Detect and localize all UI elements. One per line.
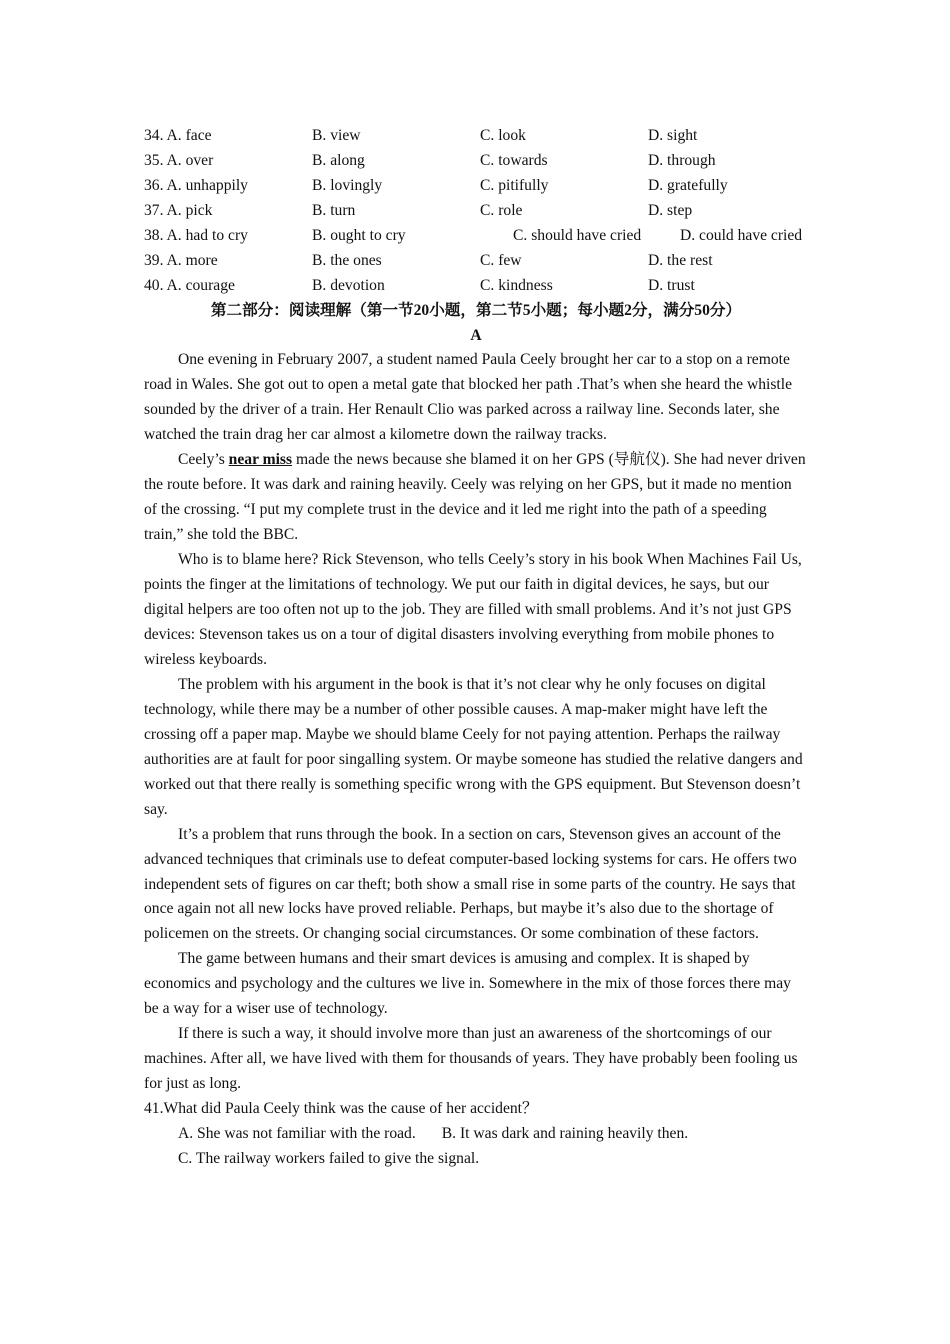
choice-d: D. gratefully	[648, 176, 728, 194]
passage-paragraph-2	[144, 448, 808, 548]
choice-row-40	[144, 274, 808, 299]
choice-b: B. lovingly	[312, 176, 383, 194]
passage-paragraph-6: The game between humans and their smart devices is amusing and complex. It is shaped by economics and psychology and the cultures we live in. Somewhere in the mix of those forces there may be a way for a wiser use of technology.	[144, 950, 791, 1018]
choice-c: C. pitifully	[480, 176, 549, 194]
choice-b: B. ought to cry	[312, 226, 406, 244]
passage-paragraph-3: Who is to blame here? Rick Stevenson, who tells Ceely’s story in his book When Machines Fail Us, points the finger at the limitations of technology. We put our faith in digital devices, he says, but our digital helpers are too often not up to the job. They are filled with small problems. And it’s not just GPS devices: Stevenson takes us on a tour of digital disasters involving everything from mobile phones to wireless keyboards.	[144, 551, 802, 668]
choice-a: 39. A. more	[144, 251, 218, 269]
choice-d: D. through	[648, 151, 716, 169]
choice-a: 36. A. unhappily	[144, 176, 248, 194]
choice-d: D. the rest	[648, 251, 713, 269]
choice-a: 38. A. had to cry	[144, 226, 248, 244]
choice-b: B. the ones	[312, 251, 382, 269]
passage-paragraph-5: It’s a problem that runs through the book. In a section on cars, Stevenson gives an account of the advanced techniques that criminals use to defeat computer-based locking systems for cars. He offers two independent sets of figures on car theft; both show a small rise in some parts of the country. He says that once again not all new locks have proved reliable. Perhaps, but maybe it’s also due to the shortage of policemen on the streets. Or changing social circumstances. Or some combination of these factors.	[144, 825, 797, 943]
choice-row-38	[144, 224, 808, 249]
choice-d: D. sight	[648, 127, 698, 144]
option-c: C. The railway workers failed to give the signal.	[178, 1149, 480, 1167]
choice-a: 37. A. pick	[144, 201, 213, 219]
choice-c: C. should have cried	[513, 226, 642, 244]
choice-b: B. devotion	[312, 276, 385, 294]
choice-d: D. trust	[648, 276, 695, 294]
choice-a: 40. A. courage	[144, 276, 235, 294]
question-41-options-ab	[144, 1122, 808, 1147]
choice-row-37	[144, 199, 808, 224]
choice-c: C. few	[480, 251, 522, 269]
choice-b: B. view	[312, 127, 361, 144]
choice-row-39	[144, 249, 808, 274]
paragraph-text: Ceely’s	[178, 451, 229, 469]
document-page	[144, 124, 808, 1172]
choice-c: C. kindness	[480, 276, 553, 294]
choice-c: C. towards	[480, 151, 548, 169]
passage-paragraph-1: One evening in February 2007, a student named Paula Ceely brought her car to a stop on a remote road in Wales. She got out to open a metal gate that blocked her path .That’s when she heard the whistle sounded by the driver of a train. Her Renault Clio was parked across a railway line. Seconds later, she watched the train drag her car almost a kilometre down the railway tracks.	[144, 351, 793, 444]
paragraph-text: made the news because she blamed it on her GPS (导航仪). She had never driven the route before. It was dark and raining heavily. Ceely was relying on her GPS, but it made no mention of the crossing. “I put my complete trust in the device and it led me right into the path of a speeding train,” she told the BBC.	[144, 451, 806, 544]
choice-b: B. turn	[312, 201, 356, 219]
passage-paragraph-4: The problem with his argument in the book is that it’s not clear why he only focuses on digital technology, while there may be a number of other possible causes. A map-maker might have left the crossing off a paper map. Maybe we should blame Ceely for not paying attention. Perhaps the railway authorities are at fault for poor singalling system. Or maybe someone has studied the relative dangers and worked out that there really is something specific wrong with the GPS equipment. But Stevenson doesn’t say.	[144, 675, 803, 818]
choice-row-34	[144, 124, 808, 149]
choice-row-36	[144, 174, 808, 199]
passage-letter: A	[470, 326, 482, 344]
passage-paragraph-7: If there is such a way, it should involve more than just an awareness of the shortcomings of our machines. After all, we have lived with them for thousands of years. They have probably been fooling us for just as long.	[144, 1025, 798, 1093]
choice-a: 34. A. face	[144, 127, 212, 144]
option-a: A. She was not familiar with the road.	[178, 1125, 416, 1143]
underlined-phrase: near miss	[228, 451, 293, 469]
choice-b: B. along	[312, 151, 365, 169]
question-41-stem: 41.What did Paula Ceely think was the cause of her accident？	[144, 1100, 538, 1118]
choice-c: C. look	[480, 127, 526, 144]
section-heading: 第二部分：阅读理解（第一节20小题，第二节5小题；每小题2分，满分50分）	[210, 301, 742, 319]
choice-row-35	[144, 149, 808, 174]
choice-d: D. could have cried	[680, 226, 803, 244]
option-b: B. It was dark and raining heavily then.	[441, 1125, 689, 1143]
choice-d: D. step	[648, 201, 693, 219]
choice-c: C. role	[480, 201, 523, 219]
choice-a: 35. A. over	[144, 151, 214, 169]
